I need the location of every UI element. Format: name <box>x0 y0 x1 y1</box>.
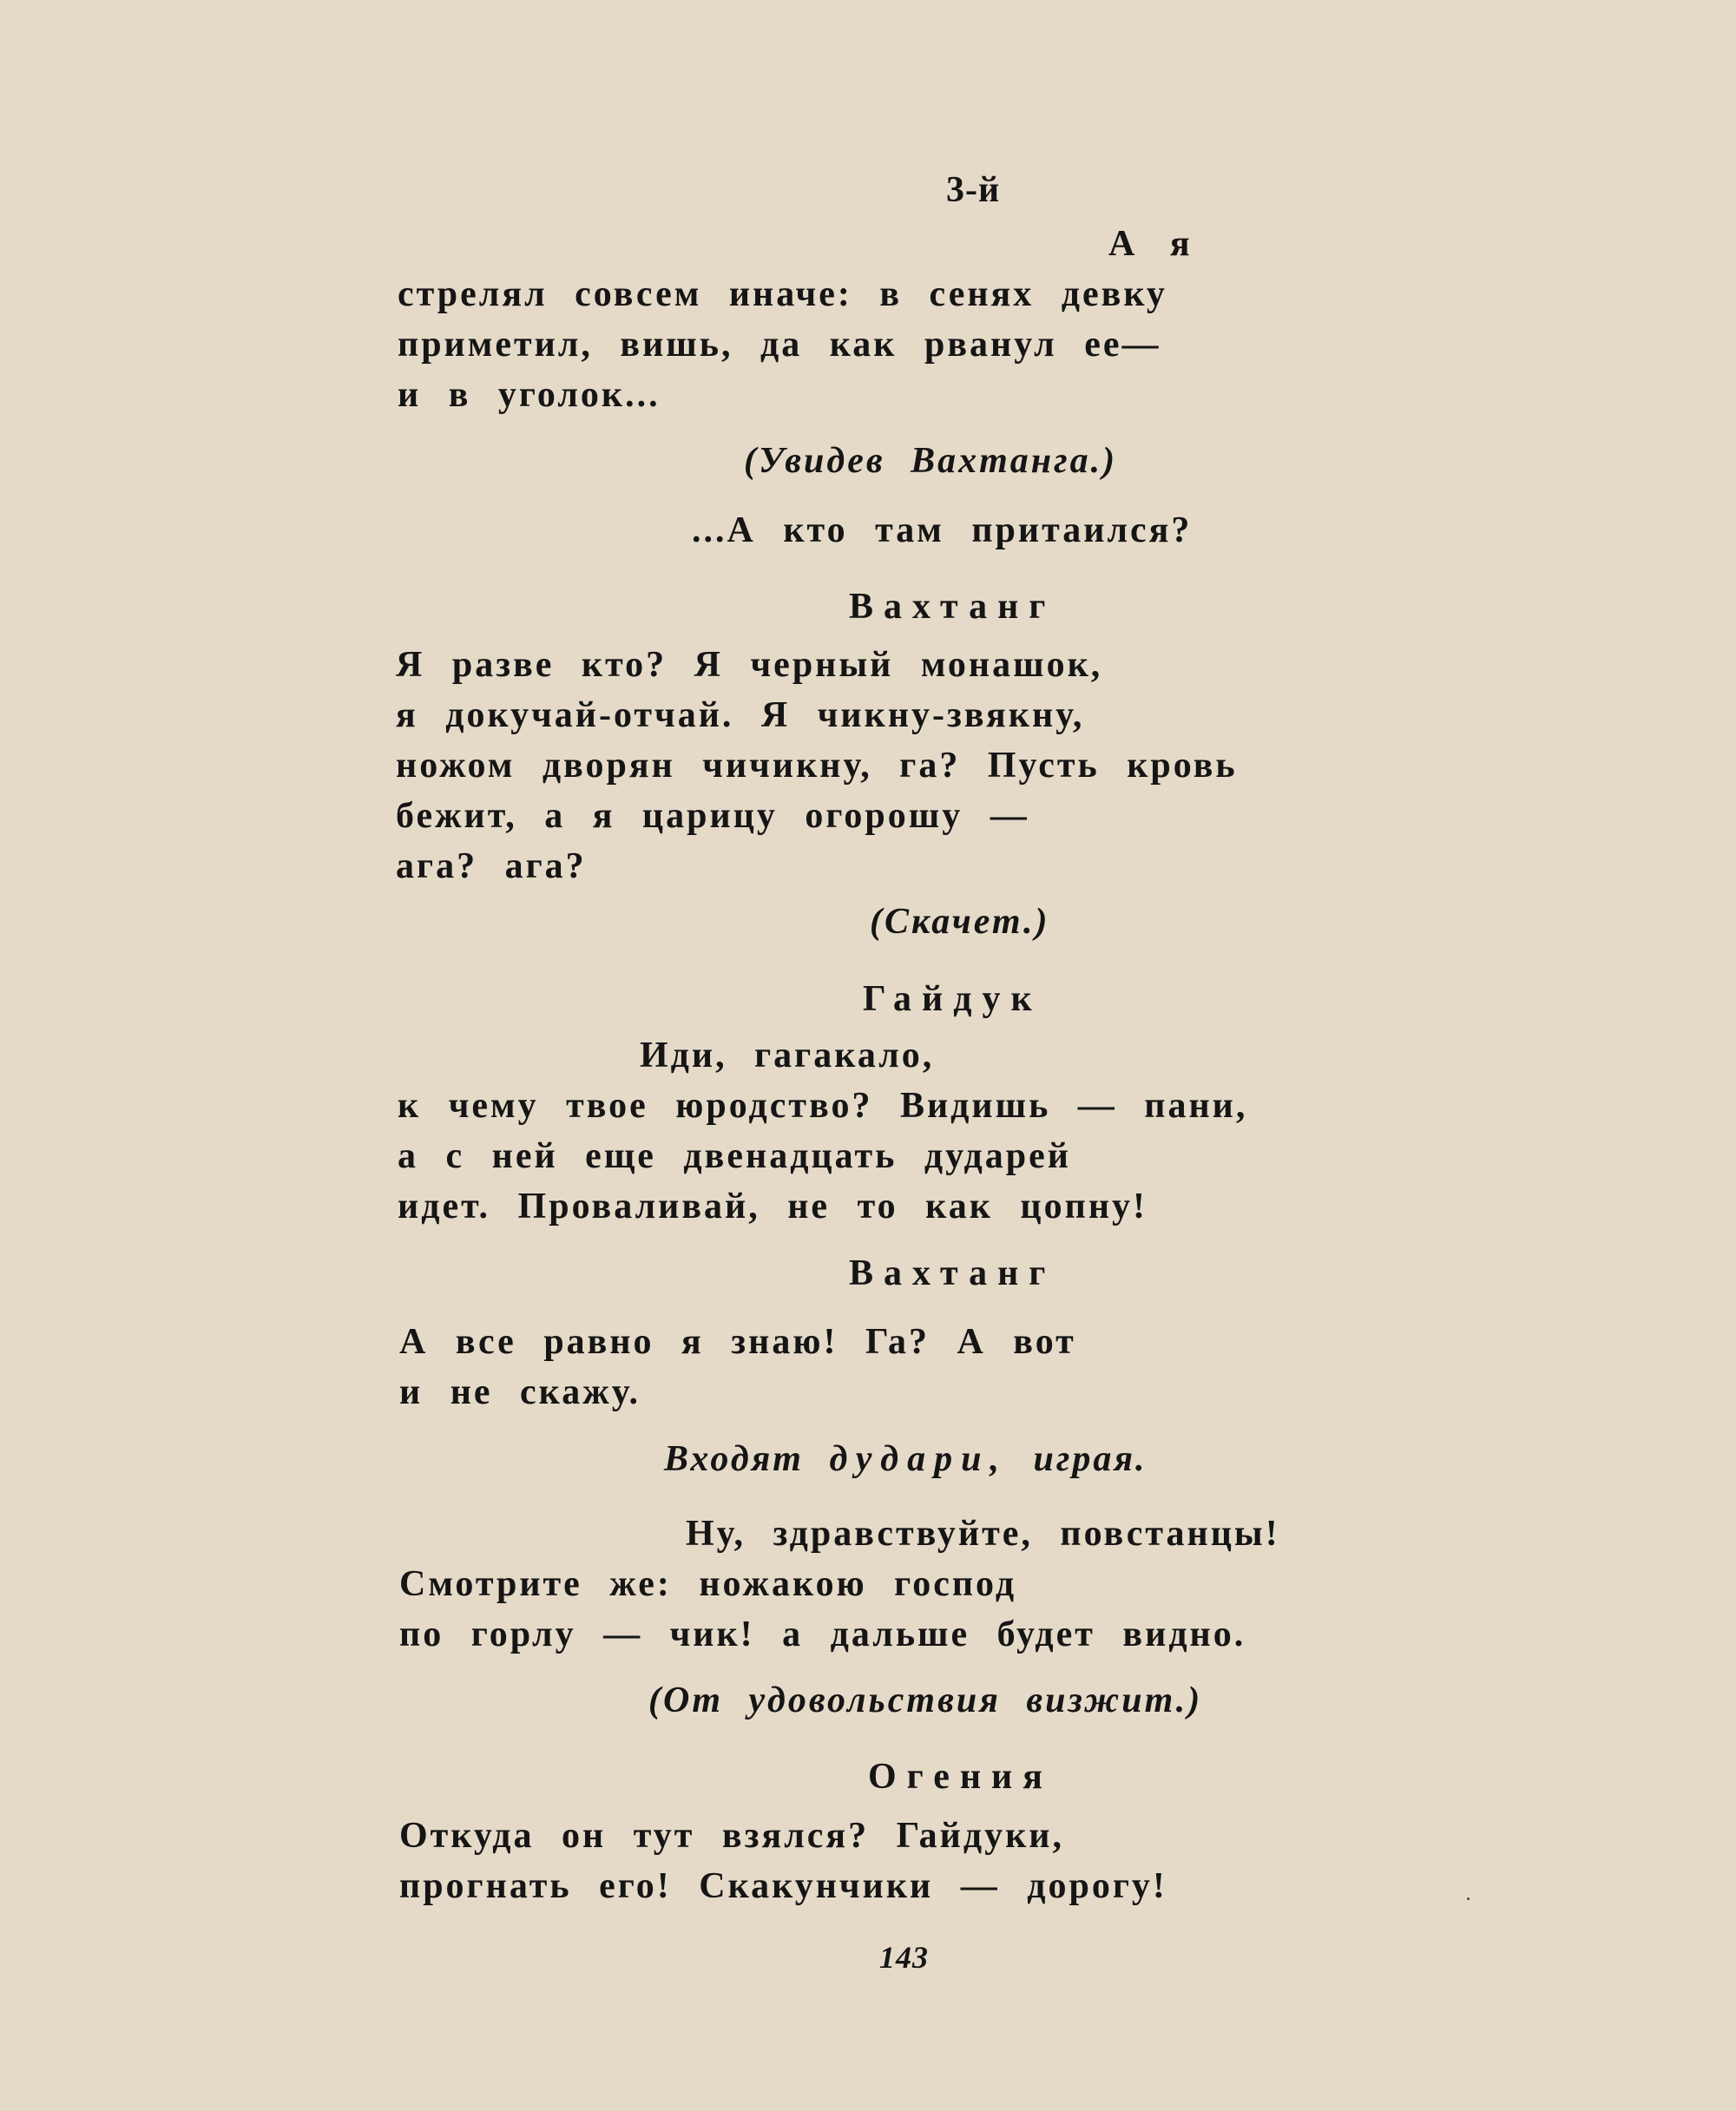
verse-line: А я <box>1108 224 1192 264</box>
verse-line: Смотрите же: ножакою господ <box>399 1564 1017 1604</box>
stage-action: играя. <box>1033 1439 1147 1479</box>
verse-line: Я разве кто? Я черный монашок, <box>396 645 1103 685</box>
stage-character-group: дудари, <box>829 1439 1008 1479</box>
verse-line: по горлу — чик! а дальше будет видно. <box>399 1614 1246 1654</box>
verse-line: а с ней еще двенадцать дударей <box>398 1136 1071 1176</box>
speaker-3-heading: 3-й <box>946 170 1001 210</box>
verse-line: ...А кто там притаился? <box>692 510 1193 550</box>
verse-line: Откуда он тут взялся? Гайдуки, <box>399 1816 1064 1856</box>
verse-line: ага? ага? <box>396 846 587 886</box>
page-number: 143 <box>879 1940 929 1975</box>
verse-line: и не скажу. <box>399 1372 641 1412</box>
speaker-name: Гайдук <box>863 979 1042 1019</box>
stage-direction: (Увидев Вахтанга.) <box>744 441 1118 481</box>
stage-direction: (От удовольствия визжит.) <box>648 1680 1203 1720</box>
speaker-name: Вахтанг <box>849 1253 1056 1293</box>
verse-line: я докучай-отчай. Я чикну-звякну, <box>396 695 1085 735</box>
verse-line: к чему твое юродство? Видишь — пани, <box>398 1086 1248 1126</box>
stage-direction <box>664 1434 1147 1484</box>
verse-line: Иди, гагакало, <box>640 1036 935 1075</box>
verse-line: ножом дворян чичикну, га? Пусть кровь <box>396 746 1238 786</box>
scan-speck <box>1467 1897 1470 1900</box>
verse-line: и в уголок... <box>398 375 661 415</box>
speaker-name: Огения <box>868 1757 1053 1797</box>
verse-line: бежит, а я царицу огорошу — <box>396 796 1029 836</box>
stage-verb: Входят <box>664 1439 804 1479</box>
verse-line: приметил, вишь, да как рванул ее— <box>398 325 1161 365</box>
verse-line: Ну, здравствуйте, повстанцы! <box>686 1514 1280 1554</box>
verse-line: идет. Проваливай, не то как цопну! <box>398 1187 1147 1226</box>
verse-line: А все равно я знаю! Га? А вот <box>399 1322 1076 1362</box>
verse-line: прогнать его! Скакунчики — дорогу! <box>399 1866 1167 1906</box>
speaker-name: Вахтанг <box>849 587 1056 627</box>
verse-line: стрелял совсем иначе: в сенях девку <box>398 274 1167 314</box>
stage-direction: (Скачет.) <box>870 902 1050 942</box>
